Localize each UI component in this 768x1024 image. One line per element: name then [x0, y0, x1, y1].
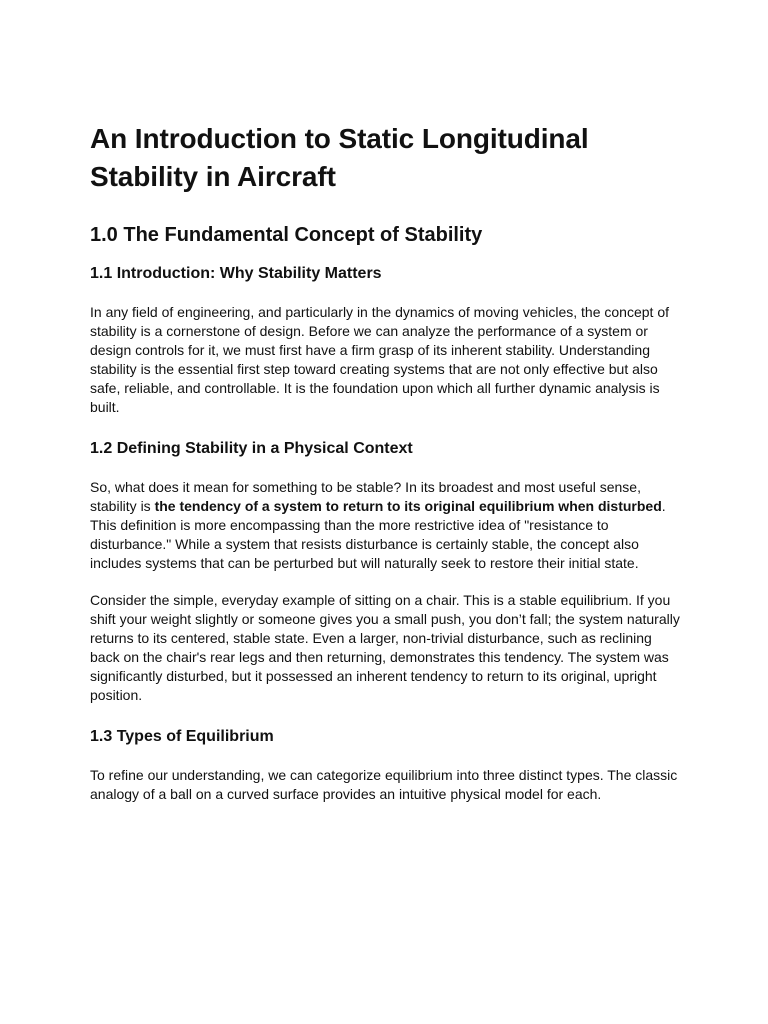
paragraph-1-1: In any field of engineering, and particularly in the dynamics of moving vehicles, the concept of stability is a cornerstone of design. Before we can analyze the performance of a system or design controls for it, we must first have a firm grasp of its inherent stability. Understanding stability is the essential first step toward creating systems that are not only effective but also safe, reliable, and controllable. It is the foundation upon which all further dynamic analysis is built. — [90, 304, 669, 415]
paragraph-1-2-a-rest: . This definition is more encompassing than the more restrictive idea of "resistance to disturbance." While a system that resists disturbance is certainly stable, the concept also includes systems that can be perturbed but will naturally seek to restore their initial state. — [90, 498, 666, 571]
section-heading-1-0: 1.0 The Fundamental Concept of Stability — [90, 224, 483, 246]
stability-definition-bold: the tendency of a system to return to its original equilibrium when disturbed — [154, 498, 662, 514]
document-title: An Introduction to Static Longitudinal Stability in Aircraft — [90, 123, 589, 192]
subsection-heading-1-1: 1.1 Introduction: Why Stability Matters — [90, 265, 382, 282]
paragraph-1-2-a-lead: So, what does it mean for something to be stable? In its broadest and most useful sense, stability is — [90, 479, 641, 514]
subsection-heading-1-3: 1.3 Types of Equilibrium — [90, 728, 274, 745]
subsection-heading-1-2: 1.2 Defining Stability in a Physical Context — [90, 440, 413, 457]
paragraph-1-3: To refine our understanding, we can categorize equilibrium into three distinct types. The classic analogy of a ball on a curved surface provides an intuitive physical model for each. — [90, 767, 678, 802]
paragraph-1-2-a — [90, 478, 682, 573]
paragraph-1-2-b: Consider the simple, everyday example of sitting on a chair. This is a stable equilibrium. If you shift your weight slightly or someone gives you a small push, you don’t fall; the system naturally returns to its centered, stable state. Even a larger, non-trivial disturbance, such as reclining back on the chair's rear legs and then returning, demonstrates this tendency. The system was significantly disturbed, but it possessed an inherent tendency to return to its original, upright position. — [90, 592, 680, 703]
document-page — [90, 120, 682, 822]
